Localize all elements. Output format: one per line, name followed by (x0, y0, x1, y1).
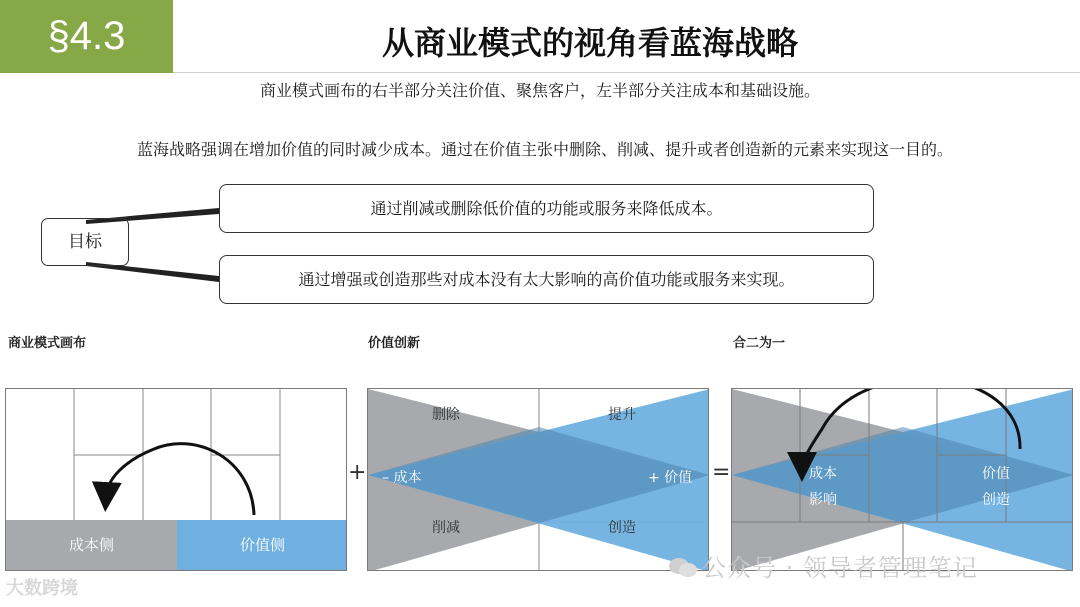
plus-operator: + (348, 460, 367, 485)
intro-text-blue-ocean: 蓝海战略强调在增加价值的同时减少成本。通过在价值主张中删除、削减、提升或者创造新的元素来实现这一目的。 (136, 140, 953, 159)
panel-label-combined: 合二为一 (733, 336, 786, 351)
value-label: 价值 (982, 466, 1010, 482)
page-title: 从商业模式的视角看蓝海战略 (381, 24, 798, 62)
panel-label-canvas: 商业模式画布 (8, 336, 87, 351)
cost-label: 成本 (809, 466, 837, 482)
create-label: 创造 (608, 520, 636, 536)
goal-callout-reduce-cost: 通过削减或删除低价值的功能或服务来降低成本。 (219, 184, 874, 233)
delete-label: 删除 (432, 407, 460, 423)
section-number-badge: §4.3 (0, 0, 173, 73)
value-innovation-diagram (367, 388, 709, 571)
wechat-icon (668, 556, 698, 578)
watermark-text: 公众号 · 领导者管理笔记 (702, 554, 978, 582)
intro-text-canvas: 商业模式画布的右半部分关注价值、聚焦客户，左半部分关注成本和基础设施。 (259, 81, 820, 100)
brand-logo: 大数跨境 (6, 578, 78, 599)
value-side-segment: 价值侧 (177, 520, 347, 570)
business-model-canvas-diagram (5, 388, 347, 571)
goal-box: 目标 (41, 218, 129, 266)
raise-label: 提升 (608, 407, 636, 423)
minus-cost-label: – 成本 (382, 470, 422, 486)
reduce-label: 削减 (432, 520, 460, 536)
combined-diagram (731, 388, 1073, 571)
cost-side-segment: 成本侧 (6, 520, 177, 570)
impact-label: 影响 (809, 492, 837, 508)
creation-label: 创造 (982, 492, 1010, 508)
equals-operator: = (712, 460, 731, 485)
plus-value-label: + 价值 (648, 470, 693, 486)
goal-callout-raise-value: 通过增强或创造那些对成本没有太大影响的高价值功能或服务来实现。 (219, 255, 874, 304)
combined-shapes (732, 389, 1073, 571)
panel-label-value-innovation: 价值创新 (368, 336, 421, 351)
